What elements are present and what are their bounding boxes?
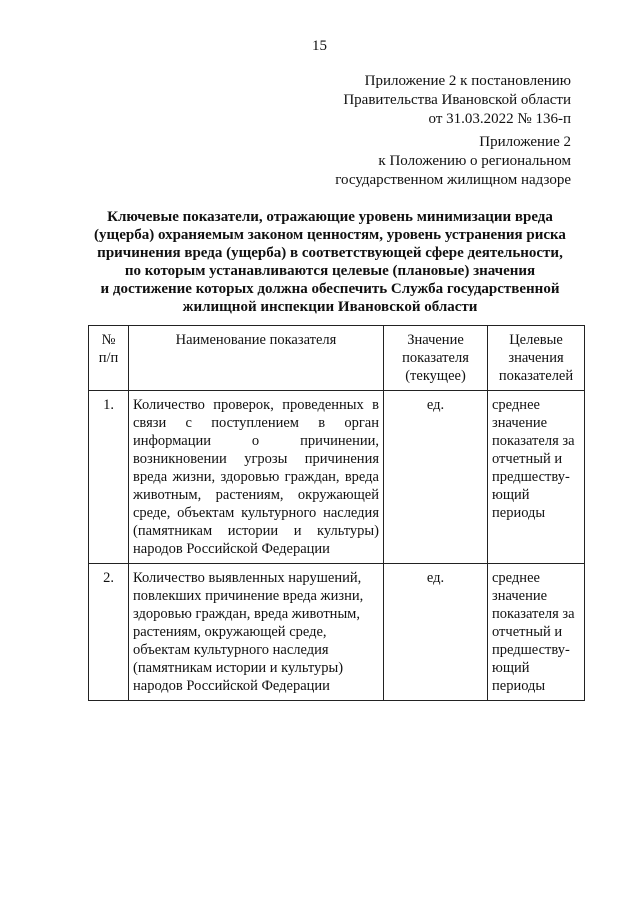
row-value: ед. <box>384 391 488 564</box>
annex-regulation-line: к Положению о региональном <box>378 153 571 169</box>
annex-decree-block <box>343 72 571 129</box>
annex-decree-line: от 31.03.2022 № 136-п <box>428 111 571 127</box>
row-value: ед. <box>384 564 488 701</box>
header-target-line: показателей <box>498 368 574 384</box>
heading-line: (ущерба) охраняемым законом ценностям, уровень устранения риска <box>94 227 566 243</box>
row-target-line: значение <box>492 415 548 431</box>
annex-decree-line: Приложение 2 к постановлению <box>364 73 571 89</box>
header-num <box>89 326 129 391</box>
row-target-line: предшеству- <box>492 469 570 485</box>
header-target-line: значения <box>508 350 564 366</box>
header-num-line: п/п <box>98 350 119 366</box>
row-target <box>488 564 585 701</box>
row-name-line: Количество выявленных нарушений, <box>133 570 362 586</box>
table-row <box>89 564 585 701</box>
header-num-line: № <box>101 332 116 348</box>
row-target-line: показателя за <box>492 433 575 449</box>
row-indicator-name: Количество проверок, проведенных в связи с поступлением в орган информации о причинении, возникновении угрозы причинения вреда жизни, здоровью граждан, вреда животным, растениям, окружающей среде, объектам культурного наследия (памятникам истории и культуры) народов Российской Федерации <box>129 391 384 564</box>
row-target-line: периоды <box>492 505 546 521</box>
row-target-line: периоды <box>492 678 546 694</box>
heading-line: Ключевые показатели, отражающие уровень минимизации вреда <box>107 209 553 225</box>
annex-regulation-line: Приложение 2 <box>479 134 571 150</box>
header-value-line: (текущее) <box>405 368 466 384</box>
document-heading <box>70 208 590 316</box>
row-target-line: отчетный и <box>492 624 563 640</box>
row-name-line: растениям, окружающей среде, <box>133 624 327 640</box>
table-row <box>89 391 585 564</box>
heading-line: жилищной инспекции Ивановской области <box>182 299 478 315</box>
row-name-line: повлекших причинение вреда жизни, <box>133 588 364 604</box>
row-target-line: показателя за <box>492 606 575 622</box>
indicators-table <box>88 325 585 701</box>
heading-line: причинения вреда (ущерба) в соответствующей сфере деятельности, <box>97 245 563 261</box>
annex-regulation-line: государственном жилищном надзоре <box>335 172 571 188</box>
row-target-line: среднее <box>492 397 540 413</box>
row-name-line: народов Российской Федерации <box>133 678 330 694</box>
header-target <box>488 326 585 391</box>
header-target-line: Целевые <box>509 332 563 348</box>
row-target-line: отчетный и <box>492 451 563 467</box>
row-name-line: (памятникам истории и культуры) <box>133 660 344 676</box>
table-header-row <box>89 326 585 391</box>
row-target-line: среднее <box>492 570 540 586</box>
row-indicator-name <box>129 564 384 701</box>
row-target <box>488 391 585 564</box>
row-name-line: объектам культурного наследия <box>133 642 329 658</box>
row-num: 2. <box>89 564 129 701</box>
annex-regulation-block <box>335 133 571 190</box>
row-target-line: ющий <box>492 660 530 676</box>
annex-decree-line: Правительства Ивановской области <box>343 92 571 108</box>
row-name-line: здоровью граждан, вреда животным, <box>133 606 360 622</box>
header-value <box>384 326 488 391</box>
page-number: 15 <box>312 38 327 54</box>
header-name <box>129 326 384 391</box>
row-target-line: предшеству- <box>492 642 570 658</box>
row-target-line: ющий <box>492 487 530 503</box>
heading-line: и достижение которых должна обеспечить Служба государственной <box>100 281 560 297</box>
heading-line: по которым устанавливаются целевые (плановые) значения <box>124 263 536 279</box>
header-value-line: показателя <box>402 350 469 366</box>
header-value-line: Значение <box>407 332 464 348</box>
row-target-line: значение <box>492 588 548 604</box>
header-name-line: Наименование показателя <box>175 332 337 348</box>
row-num: 1. <box>89 391 129 564</box>
